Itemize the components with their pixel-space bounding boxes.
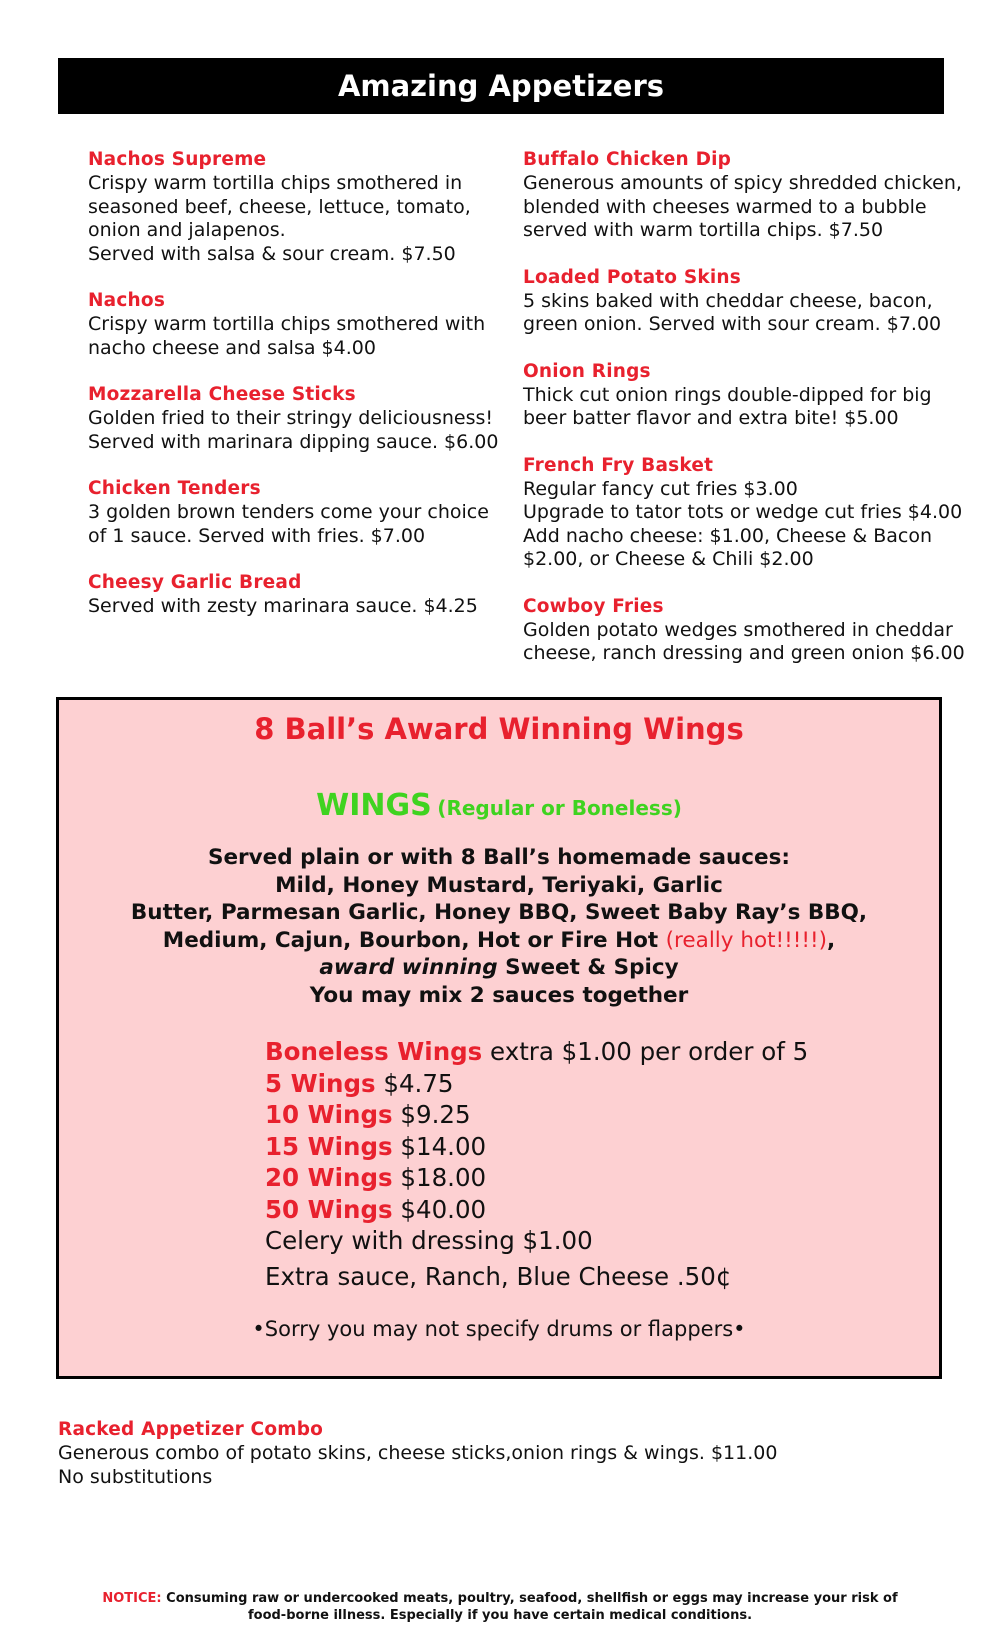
item-name: Nachos Supreme	[88, 149, 267, 170]
menu-item	[523, 266, 973, 337]
notice-line	[60, 1590, 940, 1607]
price-value: $9.25	[392, 1100, 471, 1129]
item-description: Regular fancy cut fries $3.00	[523, 477, 798, 500]
price-row	[265, 1036, 808, 1068]
sauce-line	[59, 954, 939, 982]
item-description: 3 golden brown tenders come your choice	[88, 501, 489, 523]
menu-item	[88, 571, 518, 619]
menu-item	[88, 383, 518, 454]
menu-item	[523, 360, 973, 431]
item-name: Cowboy Fries	[523, 595, 664, 617]
health-notice	[60, 1590, 940, 1624]
item-description: of 1 sauce. Served with fries. $7.00	[88, 524, 426, 547]
item-description: No substitutions	[58, 1465, 213, 1488]
sauce-line: Butter, Parmesan Garlic, Honey BBQ, Sweet Baby Ray’s BBQ,	[130, 900, 868, 925]
award-text: award winning	[319, 955, 498, 980]
price-value: $40.00	[392, 1194, 487, 1224]
price-value: $4.75	[375, 1068, 454, 1098]
item-description: Generous combo of potato skins, cheese sticks,onion rings & wings. $11.00	[58, 1442, 778, 1464]
item-description: blended with cheeses warmed to a bubble	[523, 195, 927, 218]
wings-title: 8 Ball’s Award Winning Wings	[254, 712, 744, 746]
sauce-text: Sweet & Spicy	[497, 955, 679, 980]
extra-sauce-row: Extra sauce, Ranch, Blue Cheese .50¢	[265, 1261, 732, 1291]
price-row	[265, 1068, 808, 1100]
wings-label: WINGS	[316, 788, 432, 823]
price-row	[265, 1162, 808, 1194]
menu-item	[88, 148, 518, 266]
item-name: Nachos	[88, 290, 166, 311]
item-name: Mozzarella Cheese Sticks	[88, 384, 356, 405]
section-title: Amazing Appetizers	[337, 69, 665, 103]
item-description: beer batter flavor and extra bite! $5.00	[523, 407, 899, 429]
notice-text: Consuming raw or undercooked meats, poultry, seafood, shellfish or eggs may increase your risk of	[161, 1591, 898, 1606]
item-description: Served with salsa & sour cream. $7.50	[88, 242, 456, 265]
item-description: cheese, ranch dressing and green onion $6.00	[523, 642, 965, 664]
menu-item	[523, 454, 973, 572]
item-name: French Fry Basket	[523, 454, 714, 476]
menu-item	[88, 477, 518, 548]
menu-item	[523, 148, 973, 243]
item-name: Onion Rings	[523, 360, 651, 382]
price-name: 15 Wings	[265, 1131, 393, 1161]
wings-subtitle	[59, 788, 939, 823]
sauce-line: You may mix 2 sauces together	[309, 982, 689, 1008]
item-description: Crispy warm tortilla chips smothered in	[88, 172, 463, 194]
price-value: $18.00	[392, 1163, 487, 1192]
price-name: 5 Wings	[265, 1068, 376, 1098]
hot-warning: (really hot!!!!!)	[665, 927, 828, 953]
price-value: extra $1.00 per order of 5	[482, 1037, 809, 1066]
price-name: 50 Wings	[265, 1194, 393, 1224]
item-description: green onion. Served with sour cream. $7.00	[523, 313, 942, 335]
item-description: nacho cheese and salsa $4.00	[88, 336, 376, 359]
sauce-line: Mild, Honey Mustard, Teriyaki, Garlic	[275, 872, 723, 898]
wings-note: (Regular or Boneless)	[437, 796, 682, 820]
price-value: $14.00	[392, 1131, 487, 1161]
price-row	[265, 1131, 808, 1163]
item-name: Cheesy Garlic Bread	[88, 572, 302, 593]
item-description: seasoned beef, cheese, lettuce, tomato,	[88, 195, 471, 218]
notice-line: food-borne illness. Especially if you have certain medical conditions.	[247, 1608, 753, 1623]
sauce-line	[59, 927, 939, 955]
appetizers-left-column	[88, 148, 518, 642]
sauce-list	[59, 844, 939, 1009]
celery-row: Celery with dressing $1.00	[265, 1226, 593, 1255]
item-description: Golden potato wedges smothered in cheddar	[523, 618, 953, 641]
item-description: $2.00, or Cheese & Chili $2.00	[523, 548, 814, 570]
combo-item	[58, 1418, 777, 1489]
item-description: Served with marinara dipping sauce. $6.00	[88, 430, 499, 453]
item-name: Loaded Potato Skins	[523, 266, 741, 288]
price-name: 20 Wings	[265, 1163, 393, 1192]
price-row	[265, 1099, 808, 1131]
item-description: onion and jalapenos.	[88, 219, 286, 241]
price-name: 10 Wings	[265, 1100, 393, 1129]
price-name: Boneless Wings	[265, 1037, 483, 1066]
wings-disclaimer: •Sorry you may not specify drums or flappers•	[252, 1317, 746, 1341]
item-description: Served with zesty marinara sauce. $4.25	[88, 595, 478, 617]
menu-item	[523, 595, 973, 666]
item-name: Racked Appetizer Combo	[58, 1419, 324, 1440]
appetizers-right-column	[523, 148, 973, 689]
sauce-line: Served plain or with 8 Ball’s homemade sauces:	[207, 845, 791, 870]
item-name: Buffalo Chicken Dip	[523, 149, 732, 170]
notice-label: NOTICE:	[102, 1591, 162, 1606]
item-description: Thick cut onion rings double-dipped for big	[523, 383, 932, 406]
item-description: Generous amounts of spicy shredded chicken,	[523, 172, 962, 194]
price-row	[265, 1194, 808, 1226]
item-description: Crispy warm tortilla chips smothered with	[88, 313, 486, 335]
item-description: 5 skins baked with cheddar cheese, bacon,	[523, 289, 933, 312]
menu-item	[88, 289, 518, 360]
wings-price-list	[265, 1036, 808, 1292]
sauce-text: ,	[827, 927, 836, 953]
item-description: Upgrade to tator tots or wedge cut fries $4.00	[523, 501, 963, 523]
wings-panel	[56, 697, 942, 1379]
sauce-text: Medium, Cajun, Bourbon, Hot or Fire Hot	[162, 927, 666, 953]
item-description: served with warm tortilla chips. $7.50	[523, 219, 884, 241]
item-description: Add nacho cheese: $1.00, Cheese & Bacon	[523, 524, 932, 547]
section-header	[58, 58, 944, 114]
item-name: Chicken Tenders	[88, 478, 261, 499]
item-description: Golden fried to their stringy deliciousness!	[88, 407, 494, 429]
